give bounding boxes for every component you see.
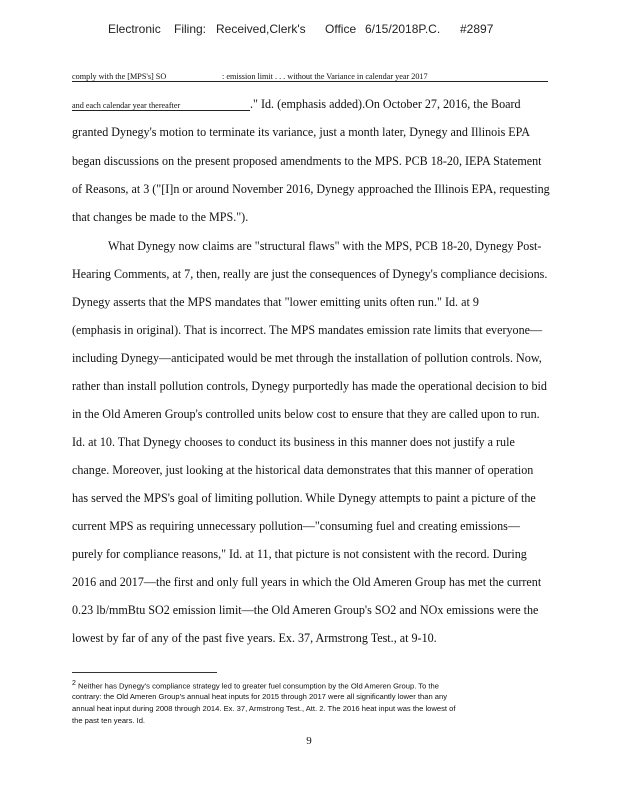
body-line-4: began discussions on the present proposed amendments to the MPS. PCB 18-20, IEPA Statement (72, 154, 542, 168)
body-line-12: rather than install pollution controls, Dynegy purportedly has made the operational decision to bid (72, 379, 547, 393)
header-number: #2897 (460, 22, 494, 36)
body-line-20: 0.23 lb/mmBtu SO2 emission limit—the Old Ameren Group's SO2 and NOx emissions were the (72, 603, 539, 617)
footnote-line-1: $^2$ Neither has Dynegy's compliance strategy led to greater fuel consumption by the Old Ameren Group. To the (72, 680, 439, 691)
header-filing: Filing: (174, 22, 207, 36)
quote-line-2 (72, 97, 521, 112)
body-line-3: granted Dynegy's motion to terminate its variance, just a month later, Dynegy and Illinois EPA (72, 125, 531, 139)
header-received: Received,Clerk's (216, 22, 306, 36)
quote-line-1b: : emission limit . . . without the Variance in calendar year 2017 (222, 72, 548, 82)
body-line-10: (emphasis in original). That is incorrect. The MPS mandates emission rate limits that everyone— (72, 323, 543, 337)
quote-line-1a: comply with the [MPS's] SO (72, 72, 222, 82)
body-line-11: including Dynegy—anticipated would be met through the installation of pollution controls. Now, (72, 351, 542, 365)
quote-line-2a: and each calendar year thereafter (72, 101, 250, 111)
body-line-14: Id. at 10. That Dynegy chooses to conduct its business in this manner does not justify a rule (72, 435, 515, 449)
quote-line-2b: ." Id. (emphasis added).On October 27, 2016, the Board (250, 97, 521, 111)
body-line-8: Hearing Comments, at 7, then, really are just the consequences of Dynegy's compliance decisions. (72, 267, 548, 281)
header-date: 6/15/2018P.C. (365, 22, 441, 36)
body-line-5: of Reasons, at 3 ("[I]n or around November 2016, Dynegy approached the Illinois EPA, requesting (72, 182, 550, 196)
body-line-9: Dynegy asserts that the MPS mandates that "lower emitting units often run." Id. at 9 (72, 295, 479, 309)
footnote-divider (72, 672, 217, 673)
body-line-17: current MPS as requiring unnecessary pollution—"consuming fuel and creating emissions— (72, 519, 520, 533)
body-line-7: What Dynegy now claims are "structural flaws" with the MPS, PCB 18-20, Dynegy Post- (108, 239, 542, 253)
body-line-19: 2016 and 2017—the first and only full years in which the Old Ameren Group has met the current (72, 575, 542, 589)
quote-line-1 (72, 72, 548, 82)
body-line-6: that changes be made to the MPS."). (72, 210, 249, 224)
header-office: Office (325, 22, 357, 36)
body-line-13: in the Old Ameren Group's controlled units below cost to ensure that they are called upon to run. (72, 407, 540, 421)
body-line-21: lowest by far of any of the past five years. Ex. 37, Armstrong Test., at 9-10. (72, 631, 437, 645)
page-number: 9 (306, 735, 312, 747)
header-electronic: Electronic (108, 22, 161, 36)
footnote-line-2: contrary: the Old Ameren Group's annual heat inputs for 2015 through 2017 were all significantly lower than any (72, 692, 448, 701)
footnote-line-4: the past ten years. Id. (72, 716, 146, 725)
footnote-line-3: annual heat input during 2008 through 2014. Ex. 37, Armstrong Test., Att. 2. The 2016 heat input was the lowest of (72, 704, 456, 713)
body-line-16: has served the MPS's goal of limiting pollution. While Dynegy attempts to paint a picture of the (72, 491, 536, 505)
body-line-15: change. Moreover, just looking at the historical data demonstrates that this manner of operation (72, 463, 534, 477)
body-line-18: purely for compliance reasons," Id. at 11, that picture is not consistent with the record. During (72, 547, 527, 561)
